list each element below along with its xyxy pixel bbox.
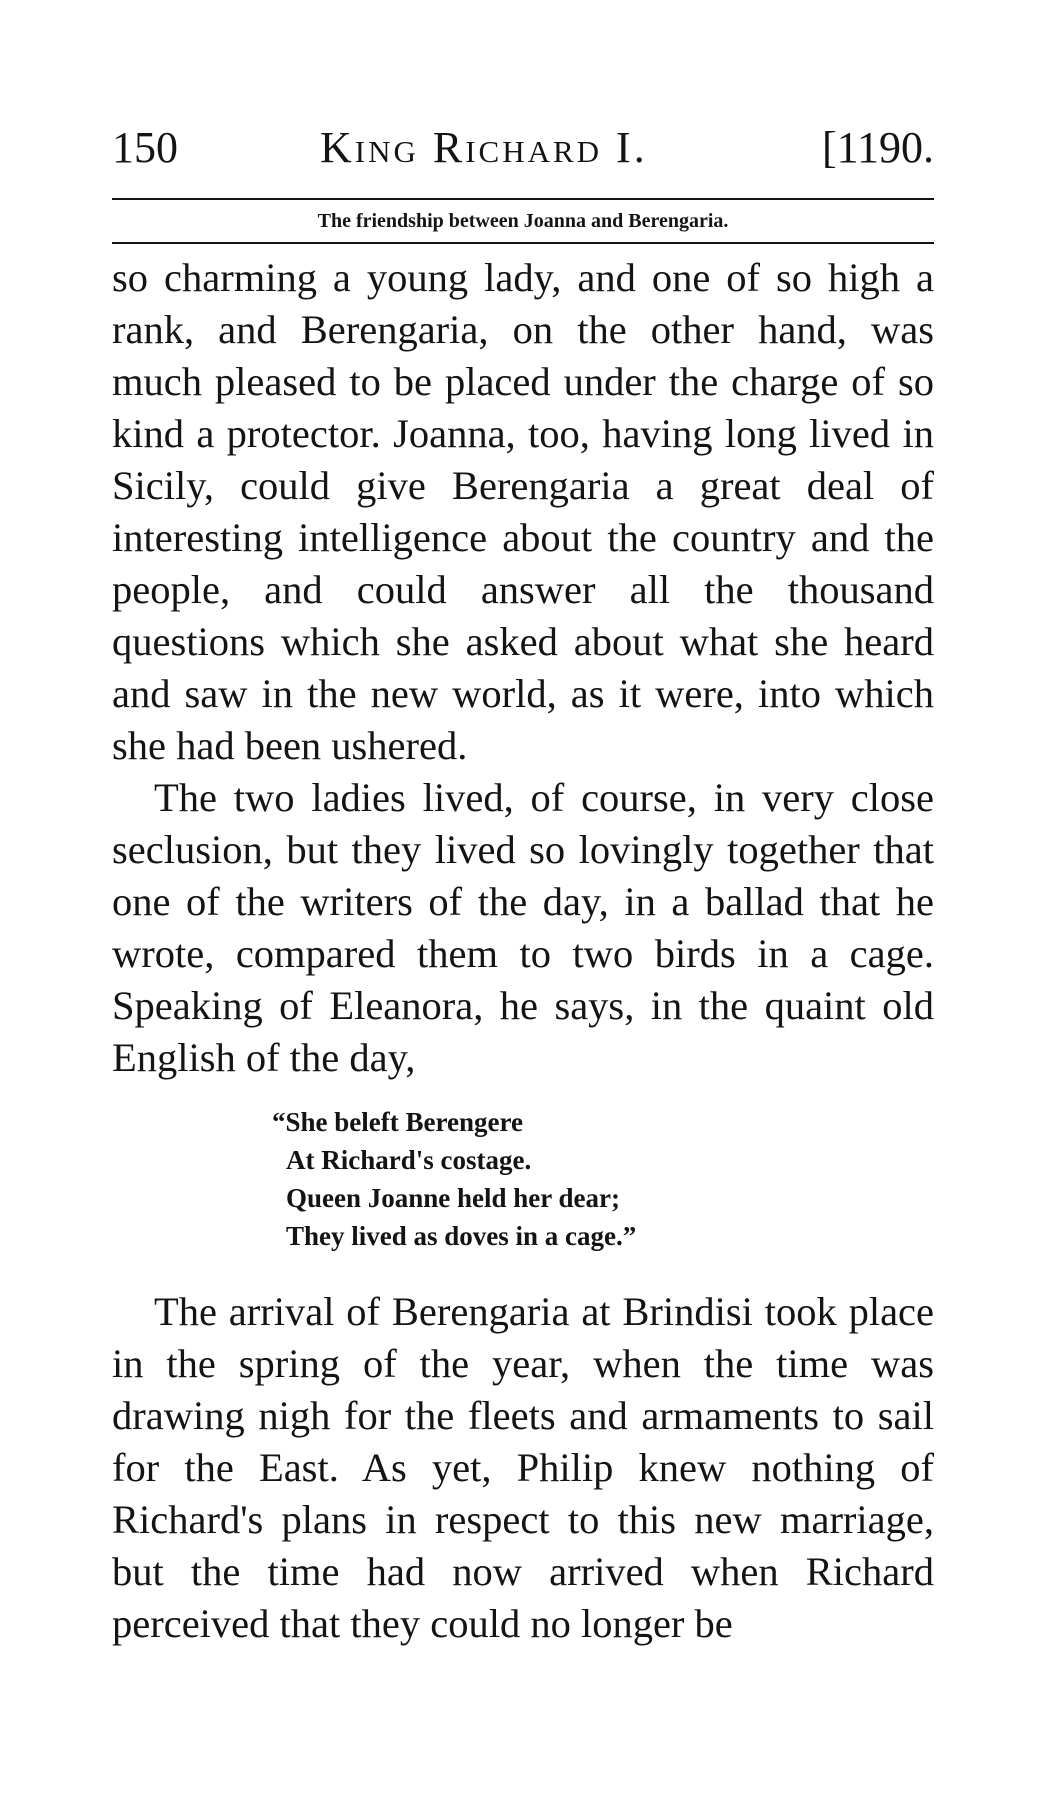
paragraph: so charming a young lady, and one of so high a rank, and Berengaria, on the other hand, was much pleased to be placed under the charge of so kind a protector. Joanna, too, having long lived in Sicily, could give Berengaria a great deal of interesting intelligence about the country and the people, and could answer all the thousand questions which she asked about what she heard and saw in the new world, as it were, into which she had been ushered. [112,255,934,768]
header-rule-bottom [112,242,934,244]
verse-line: At Richard's costage. [286,1145,532,1175]
book-title: King Richard I. [320,123,648,172]
verse-line: Queen Joanne held her dear; [286,1183,621,1213]
header-rule-top [112,198,934,200]
running-head [112,118,934,178]
page-number: 150 [112,123,178,172]
body-text [112,252,934,1650]
verse-line: They lived as doves in a cage.” [286,1221,637,1251]
section-subheading: The friendship between Joanna and Berengaria. [317,210,729,232]
paragraph: The arrival of Berengaria at Brindisi took place in the spring of the year, when the time was drawing nigh for the fleets and armaments to sail for the East. As yet, Philip knew nothing of Richard's plans in respect to this new marriage, but the time had now arrived when Richard perceived that they could no longer be [112,1289,934,1646]
ballad-quote [272,1103,934,1255]
verse-line: “She beleft Berengere [272,1107,523,1137]
year-marker: [1190. [821,123,934,172]
paragraph: The two ladies lived, of course, in very close seclusion, but they lived so lovingly together that one of the writers of the day, in a ballad that he wrote, compared them to two birds in a cage. Speaking of Eleanora, he says, in the quaint old English of the day, [112,775,934,1080]
